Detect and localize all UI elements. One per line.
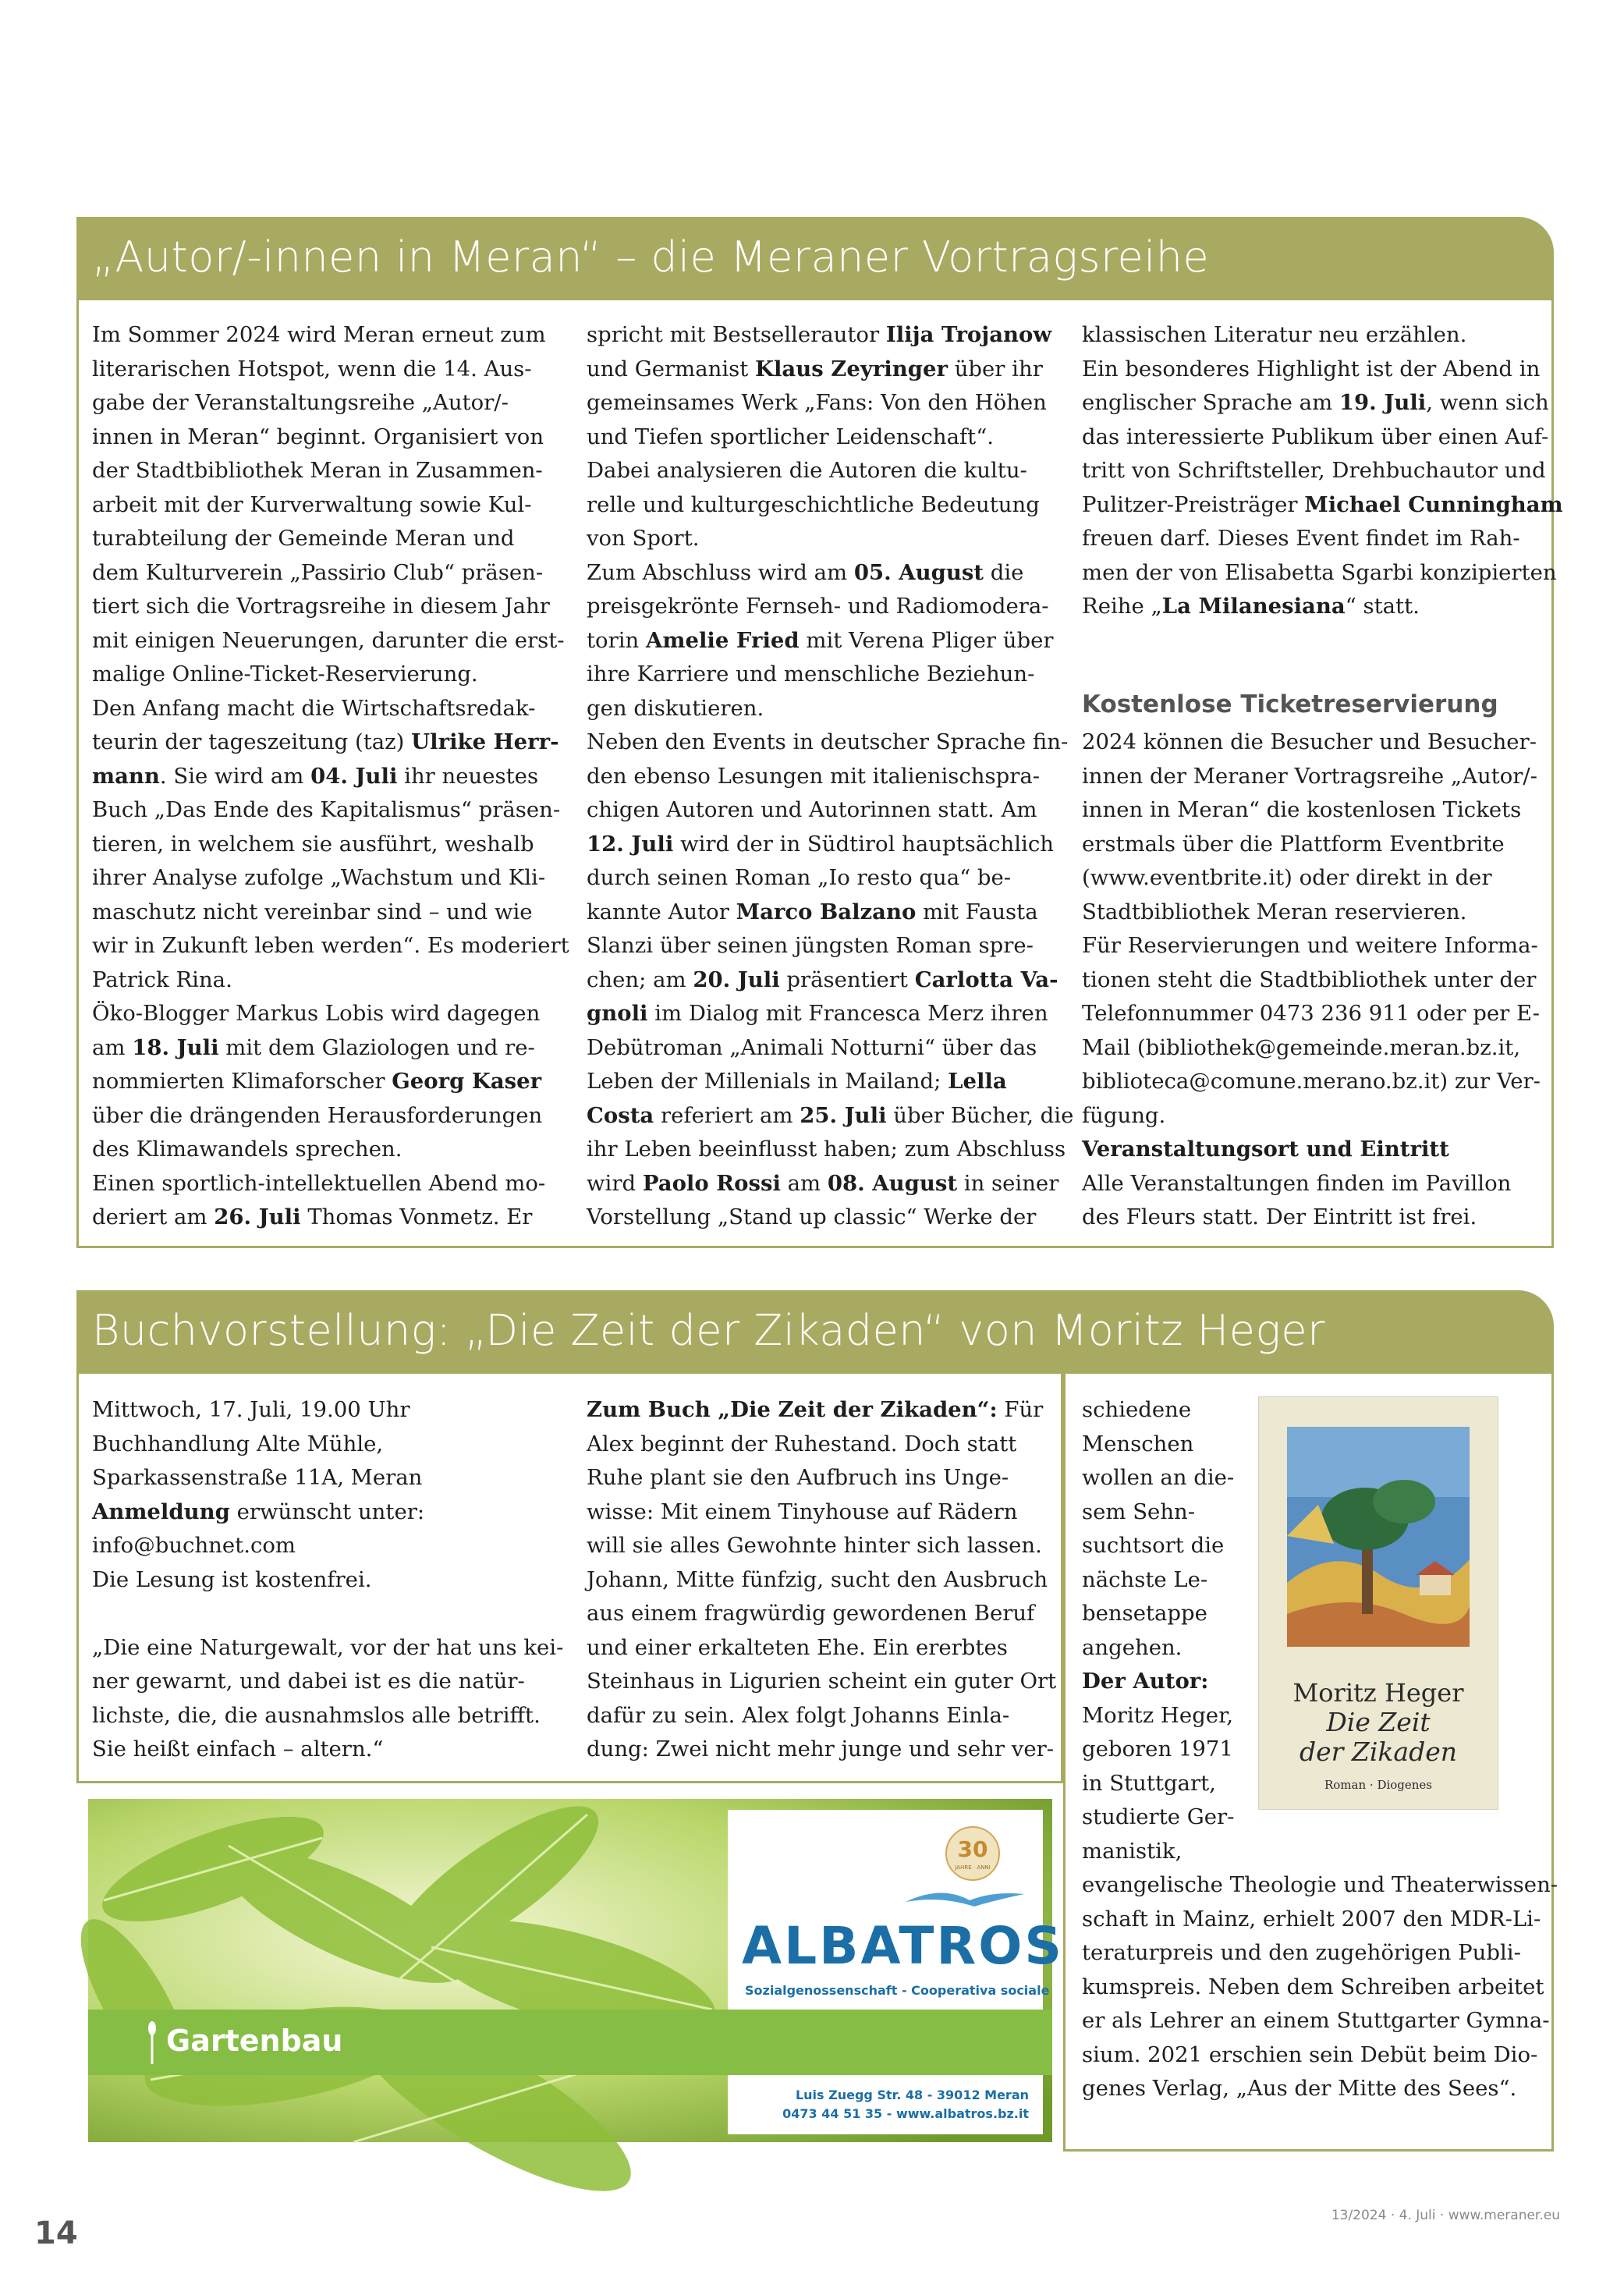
text-line: Steinhaus in Ligurien scheint ein guter Ort — [587, 1669, 1057, 1694]
article1-title: „Autor/-innen in Meran“ – die Meraner Vortragsreihe — [76, 217, 1554, 298]
albatros-bird-icon — [902, 1883, 1027, 1914]
text-line: und Tiefen sportlicher Leidenschaft“. — [587, 424, 994, 449]
badge-text: JAHRE · ANNI — [955, 1864, 991, 1871]
text-line: teurin der tageszeitung (taz) Ulrike Herr- — [92, 729, 559, 754]
text-line: Dabei analysieren die Autoren die kultu- — [587, 458, 1027, 483]
text-line: des Klimawandels sprechen. — [92, 1137, 402, 1162]
text-line: tieren, in welchem sie ausführt, weshalb — [92, 831, 534, 857]
text-line: torin Amelie Fried mit Verena Pliger über — [587, 627, 1054, 653]
text-line: angehen. — [1082, 1634, 1183, 1660]
text-line: Im Sommer 2024 wird Meran erneut zum — [92, 322, 546, 347]
text-line: 2024 können die Besucher und Besucher- — [1082, 729, 1537, 754]
text-line: relle und kulturgeschichtliche Bedeutung — [587, 491, 1040, 517]
text-line: am 18. Juli mit dem Glaziologen und re- — [92, 1034, 535, 1060]
text-line: wisse: Mit einem Tinyhouse auf Rädern — [587, 1499, 1018, 1524]
text-line: gnoli im Dialog mit Francesca Merz ihren — [587, 1001, 1048, 1026]
text-line: chigen Autoren und Autorinnen statt. Am — [587, 797, 1037, 822]
text-line: Neben den Events in deutscher Sprache fin- — [587, 729, 1069, 754]
text-line: innen in Meran“ die kostenlosen Tickets — [1082, 797, 1522, 822]
text-line: Zum Buch „Die Zeit der Zikaden“: Für — [587, 1397, 1044, 1422]
text-line: biblioteca@comune.merano.bz.it) zur Ver- — [1082, 1069, 1541, 1094]
text-line: schiedene — [1082, 1397, 1192, 1422]
text-line: Einen sportlich-intellektuellen Abend mo- — [92, 1170, 546, 1196]
book-cover — [1258, 1396, 1498, 1810]
text-line: sem Sehn- — [1082, 1499, 1196, 1524]
text-line: bensetappe — [1082, 1601, 1207, 1626]
text-line: der Stadtbibliothek Meran in Zusammen- — [92, 458, 543, 483]
text-line: durch seinen Roman „Io resto qua“ be- — [587, 865, 1012, 890]
issue-footer: 13/2024 · 4. Juli · www.meraner.eu — [1331, 2208, 1560, 2223]
text-line: deriert am 26. Juli Thomas Vonmetz. Er — [92, 1204, 533, 1229]
cover-title — [1259, 1708, 1498, 1767]
text-line: Buchhandlung Alte Mühle, — [92, 1431, 384, 1456]
albatros-advertisement — [88, 1799, 1064, 2142]
text-line: suchtsort die — [1082, 1533, 1225, 1558]
text-line: ihrer Analyse zufolge „Wachstum und Kli- — [92, 865, 546, 890]
text-line: spricht mit Bestsellerautor Ilija Trojanow — [587, 322, 1052, 347]
text-line: Mittwoch, 17. Juli, 19.00 Uhr — [92, 1397, 410, 1422]
text-line: Buch „Das Ende des Kapitalismus“ präsen- — [92, 797, 561, 822]
text-line: geboren 1971 — [1082, 1736, 1233, 1761]
text-line: und einer erkalteten Ehe. Ein ererbtes — [587, 1634, 1008, 1660]
text-line: innen in Meran“ beginnt. Organisiert von — [92, 424, 544, 449]
plant-icon — [146, 2019, 158, 2066]
text-line: Ein besonderes Highlight ist der Abend in — [1082, 356, 1541, 381]
text-line: Moritz Heger, — [1082, 1702, 1233, 1728]
text-line: mit einigen Neuerungen, darunter die erst- — [92, 627, 565, 653]
text-line: Menschen — [1082, 1431, 1194, 1456]
text-line: gabe der Veranstaltungsreihe „Autor/- — [92, 390, 509, 415]
text-line: er als Lehrer an einem Stuttgarter Gymna- — [1082, 2008, 1550, 2033]
text-line: freuen darf. Dieses Event findet im Rah- — [1082, 526, 1520, 551]
text-line: turabteilung der Gemeinde Meran und — [92, 526, 515, 551]
text-line: mann. Sie wird am 04. Juli ihr neuestes — [92, 763, 539, 789]
ticket-subheading: Kostenlose Ticketreservierung — [1082, 690, 1498, 718]
cover-author: Moritz Heger — [1292, 1678, 1464, 1708]
anniversary-badge-icon — [945, 1825, 1001, 1882]
text-line: Johann, Mitte fünfzig, sucht den Ausbruch — [587, 1566, 1048, 1592]
text-line: englischer Sprache am 19. Juli, wenn sich — [1082, 390, 1549, 415]
text-line: Der Autor: — [1082, 1669, 1209, 1694]
text-line: malige Online-Ticket-Reservierung. — [92, 662, 478, 686]
text-line: erstmals über die Plattform Eventbrite — [1082, 831, 1505, 857]
article1-column-2 — [587, 318, 1074, 1235]
cover-publisher: Roman · Diogenes — [1324, 1778, 1433, 1792]
text-line: literarischen Hotspot, wenn die 14. Aus- — [92, 356, 532, 381]
text-line: Alex beginnt der Ruhestand. Doch statt — [587, 1431, 1017, 1456]
text-line: info@buchnet.com — [92, 1533, 296, 1558]
text-line: Debütroman „Animali Notturni“ über das — [587, 1034, 1037, 1060]
text-line: von Sport. — [587, 526, 700, 551]
text-line: klassischen Literatur neu erzählen. — [1082, 322, 1467, 347]
text-line: dafür zu sein. Alex folgt Johanns Einla- — [587, 1702, 1010, 1728]
text-line: Alle Veranstaltungen finden im Pavillon — [1082, 1170, 1512, 1196]
text-line: maschutz nicht vereinbar sind – und wie — [92, 899, 533, 924]
text-line: „Die eine Naturgewalt, vor der hat uns kei- — [92, 1634, 564, 1660]
ad-address: Luis Zuegg Str. 48 - 39012 Meran — [795, 2088, 1029, 2102]
text-line: ner gewarnt, und dabei ist es die natür- — [92, 1669, 525, 1694]
text-line: Die Lesung ist kostenfrei. — [92, 1566, 372, 1592]
text-line: evangelische Theologie und Theaterwissen- — [1082, 1872, 1558, 1897]
text-line: Pulitzer-Preisträger Michael Cunningham — [1082, 491, 1563, 517]
text-line: den ebenso Lesungen mit italienischspra- — [587, 763, 1041, 789]
badge-number: 30 — [957, 1836, 988, 1862]
text-line: fügung. — [1082, 1102, 1166, 1128]
text-line: chen; am 20. Juli präsentiert Carlotta Va- — [587, 967, 1058, 992]
text-line: über die drängenden Herausforderungen — [92, 1102, 543, 1128]
text-line: tionen steht die Stadtbibliothek unter der — [1082, 967, 1537, 992]
text-line: Vorstellung „Stand up classic“ Werke der — [587, 1204, 1037, 1229]
text-line: dem Kulturverein „Passirio Club“ präsen- — [92, 559, 544, 585]
text-line: manistik, — [1082, 1838, 1183, 1864]
text-line: tiert sich die Vortragsreihe in diesem Jahr — [92, 594, 550, 619]
text-line: Patrick Rina. — [92, 967, 232, 992]
text-line: wollen an die- — [1082, 1465, 1235, 1490]
page-number: 14 — [34, 2215, 78, 2251]
text-line: gemeinsames Werk „Fans: Von den Höhen — [587, 390, 1047, 415]
text-line: wir in Zukunft leben werden“. Es moderiert — [92, 933, 569, 958]
article1-column-3-top — [1082, 318, 1563, 624]
article1-column-3-bottom — [1082, 725, 1542, 1235]
text-line: Ruhe plant sie den Aufbruch ins Unge- — [587, 1465, 1009, 1490]
article2-column-3-wide — [1082, 1868, 1558, 2106]
ad-address-panel — [728, 2075, 1043, 2134]
text-line: (www.eventbrite.it) oder direkt in der — [1082, 865, 1492, 890]
text-line: 12. Juli wird der in Südtirol hauptsächlich — [587, 831, 1054, 857]
text-line: Stadtbibliothek Meran reservieren. — [1082, 899, 1467, 924]
text-line: sium. 2021 erschien sein Debüt beim Dio- — [1082, 2042, 1538, 2067]
text-line: innen der Meraner Vortragsreihe „Autor/- — [1082, 763, 1537, 789]
text-line: und Germanist Klaus Zeyringer über ihr — [587, 356, 1043, 381]
cover-painting-icon — [1287, 1427, 1470, 1647]
text-line: Sparkassenstraße 11A, Meran — [92, 1465, 423, 1490]
article2-title: Buchvorstellung: „Die Zeit der Zikaden“ von Moritz Heger — [76, 1290, 1554, 1371]
text-line: arbeit mit der Kurverwaltung sowie Kul- — [92, 491, 532, 517]
text-line: ihre Karriere und menschliche Beziehun- — [587, 662, 1035, 686]
article2-column-3-narrow — [1082, 1393, 1250, 1868]
albatros-tagline: Sozialgenossenschaft - Cooperativa sociale — [745, 1983, 1050, 1998]
cover-title-line-2: der Zikaden — [1300, 1736, 1457, 1767]
text-line: aus einem fragwürdig gewordenen Beruf — [587, 1601, 1035, 1626]
text-line: Mail (bibliothek@gemeinde.meran.bz.it, — [1082, 1034, 1521, 1060]
text-line: studierte Ger- — [1082, 1804, 1235, 1829]
text-line: Sie heißt einfach – altern.“ — [92, 1736, 384, 1761]
article2-column-1 — [92, 1393, 564, 1767]
text-line: lichste, die, die ausnahmslos alle betrifft. — [92, 1702, 541, 1728]
text-line: teraturpreis und den zugehörigen Publi- — [1082, 1940, 1521, 1965]
text-line: gen diskutieren. — [587, 695, 764, 721]
text-line: Veranstaltungsort und Eintritt — [1082, 1137, 1449, 1162]
text-line: des Fleurs statt. Der Eintritt ist frei. — [1082, 1204, 1477, 1229]
cover-title-line-1: Die Zeit — [1326, 1707, 1431, 1737]
text-line: wird Paolo Rossi am 08. August in seiner — [587, 1170, 1059, 1196]
text-line: nommierten Klimaforscher Georg Kaser — [92, 1069, 542, 1094]
text-line — [92, 1597, 560, 1631]
text-line: Telefonnummer 0473 236 911 oder per E- — [1082, 1001, 1540, 1026]
text-line: Reihe „La Milanesiana“ statt. — [1082, 594, 1420, 619]
text-line: will sie alles Gewohnte hinter sich lassen. — [587, 1533, 1042, 1558]
text-line: dung: Zwei nicht mehr junge und sehr ver- — [587, 1736, 1055, 1761]
text-line: Anmeldung erwünscht unter: — [92, 1499, 425, 1524]
article2-column-2 — [587, 1393, 1055, 1767]
albatros-logo-text: ALBATROS — [742, 1916, 1064, 1976]
article1-column-1 — [92, 318, 569, 1235]
text-line: Öko-Blogger Markus Lobis wird dagegen — [92, 1001, 541, 1026]
text-line: men der von Elisabetta Sgarbi konzipierten — [1082, 559, 1557, 585]
ad-contact: 0473 44 51 35 - www.albatros.bz.it — [782, 2106, 1029, 2121]
text-line: Den Anfang macht die Wirtschaftsredak- — [92, 695, 536, 721]
text-line: kumspreis. Neben dem Schreiben arbeitet — [1082, 1974, 1544, 1999]
text-line: preisgekrönte Fernseh- und Radiomodera- — [587, 594, 1049, 619]
text-line: genes Verlag, „Aus der Mitte des Sees“. — [1082, 2076, 1517, 2101]
text-line: Leben der Millenials in Mailand; Lella — [587, 1069, 1007, 1094]
text-line: nächste Le- — [1082, 1566, 1208, 1592]
text-line: tritt von Schriftsteller, Drehbuchautor und — [1082, 458, 1546, 483]
text-line: schaft in Mainz, erhielt 2007 den MDR-Li- — [1082, 1906, 1541, 1932]
text-line: Slanzi über seinen jüngsten Roman spre- — [587, 933, 1034, 958]
ad-category: Gartenbau — [166, 2024, 343, 2058]
text-line: ihr Leben beeinflusst haben; zum Abschluss — [587, 1137, 1066, 1162]
text-line: kannte Autor Marco Balzano mit Fausta — [587, 899, 1038, 924]
text-line: in Stuttgart, — [1082, 1770, 1216, 1796]
cover-artwork — [1287, 1427, 1470, 1647]
text-line: Costa referiert am 25. Juli über Bücher, die — [587, 1102, 1074, 1128]
text-line: Zum Abschluss wird am 05. August die — [587, 559, 1024, 585]
text-line: Für Reservierungen und weitere Informa- — [1082, 933, 1538, 958]
text-line: das interessierte Publikum über einen Auf- — [1082, 424, 1549, 449]
